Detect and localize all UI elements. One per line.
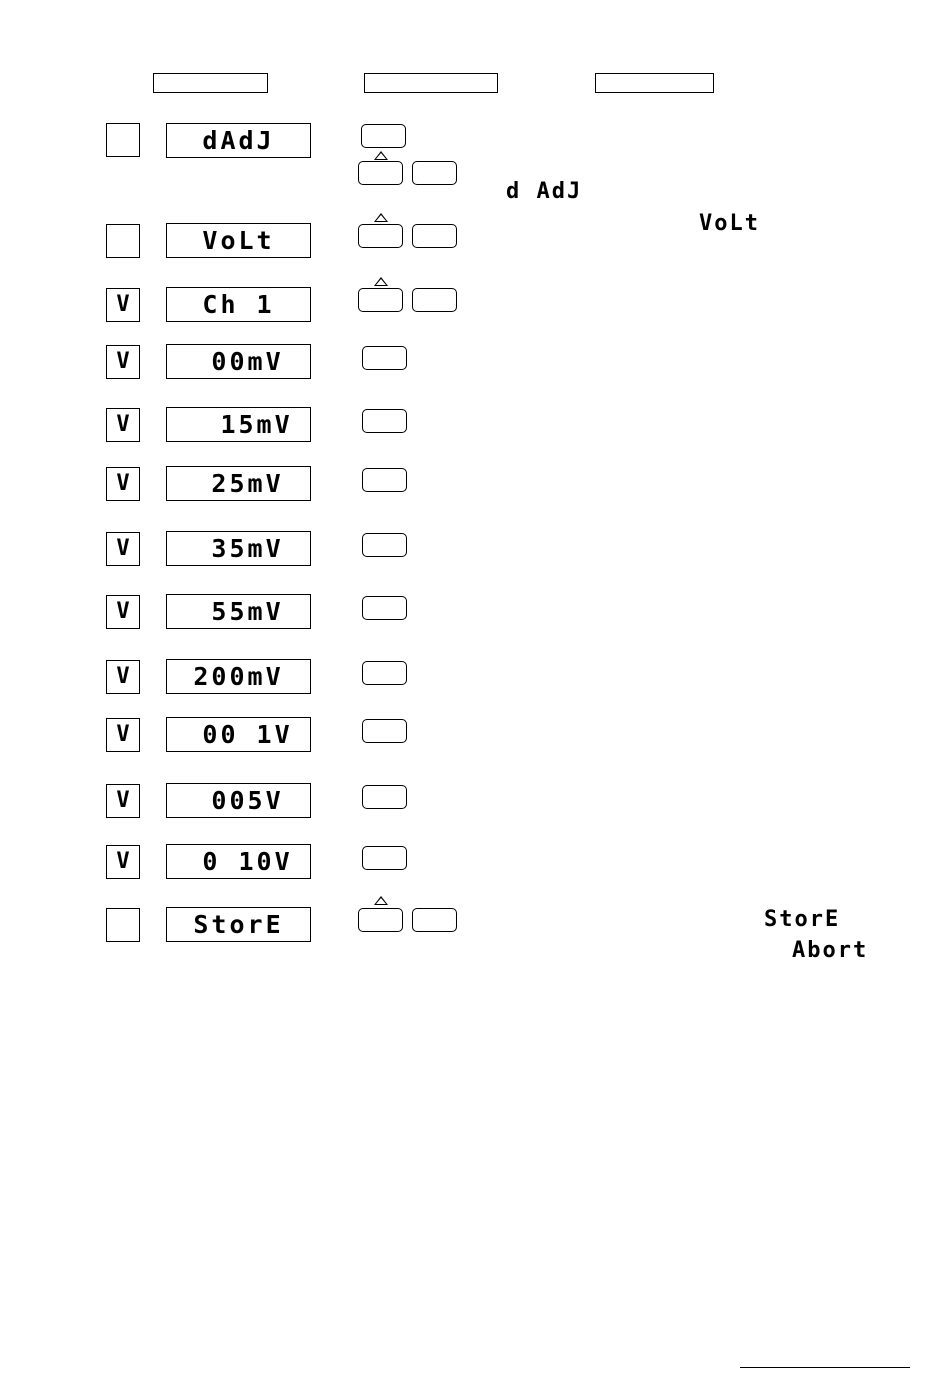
- up-arrow-icon: [374, 213, 388, 222]
- header-box-1: [153, 73, 268, 93]
- up-key-button[interactable]: [358, 224, 403, 248]
- enter-key-button[interactable]: [412, 161, 457, 185]
- display-001v: 00 1V: [166, 717, 311, 752]
- header-box-3: [595, 73, 714, 93]
- up-key-button[interactable]: [358, 161, 403, 185]
- display-005v: 005V: [166, 783, 311, 818]
- display-15mv: 15mV: [166, 407, 311, 442]
- indicator-v: V: [106, 595, 140, 629]
- enter-key-button[interactable]: [412, 288, 457, 312]
- up-arrow-icon: [374, 896, 388, 905]
- indicator-box: [106, 123, 140, 157]
- key-button[interactable]: [362, 346, 407, 370]
- key-button[interactable]: [362, 468, 407, 492]
- up-key-button[interactable]: [358, 908, 403, 932]
- key-button[interactable]: [361, 124, 406, 148]
- up-key-button[interactable]: [358, 288, 403, 312]
- display-55mv: 55mV: [166, 594, 311, 629]
- note-volt: VoLt: [699, 211, 760, 236]
- indicator-v: V: [106, 467, 140, 501]
- note-abort: Abort: [792, 938, 869, 963]
- display-volt: VoLt: [166, 223, 311, 258]
- display-25mv: 25mV: [166, 466, 311, 501]
- enter-key-button[interactable]: [412, 908, 457, 932]
- key-button[interactable]: [362, 596, 407, 620]
- key-button[interactable]: [362, 719, 407, 743]
- footer-rule: [740, 1367, 910, 1368]
- display-00mv: 00mV: [166, 344, 311, 379]
- up-arrow-icon: [374, 277, 388, 286]
- display-35mv: 35mV: [166, 531, 311, 566]
- indicator-v: V: [106, 345, 140, 379]
- note-dadj: d AdJ: [506, 179, 583, 204]
- indicator-v: V: [106, 408, 140, 442]
- display-dadj: dAdJ: [166, 123, 311, 158]
- key-button[interactable]: [362, 661, 407, 685]
- display-ch1: Ch 1: [166, 287, 311, 322]
- display-store: StorE: [166, 907, 311, 942]
- key-button[interactable]: [362, 533, 407, 557]
- indicator-v: V: [106, 288, 140, 322]
- key-button[interactable]: [362, 785, 407, 809]
- indicator-v: V: [106, 784, 140, 818]
- up-arrow-icon: [374, 151, 388, 160]
- indicator-v: V: [106, 718, 140, 752]
- indicator-box: [106, 224, 140, 258]
- key-button[interactable]: [362, 409, 407, 433]
- display-010v: 0 10V: [166, 844, 311, 879]
- header-box-2: [364, 73, 498, 93]
- enter-key-button[interactable]: [412, 224, 457, 248]
- key-button[interactable]: [362, 846, 407, 870]
- note-store: StorE: [764, 907, 841, 932]
- indicator-v: V: [106, 845, 140, 879]
- display-200mv: 200mV: [166, 659, 311, 694]
- indicator-v: V: [106, 660, 140, 694]
- indicator-box: [106, 908, 140, 942]
- indicator-v: V: [106, 532, 140, 566]
